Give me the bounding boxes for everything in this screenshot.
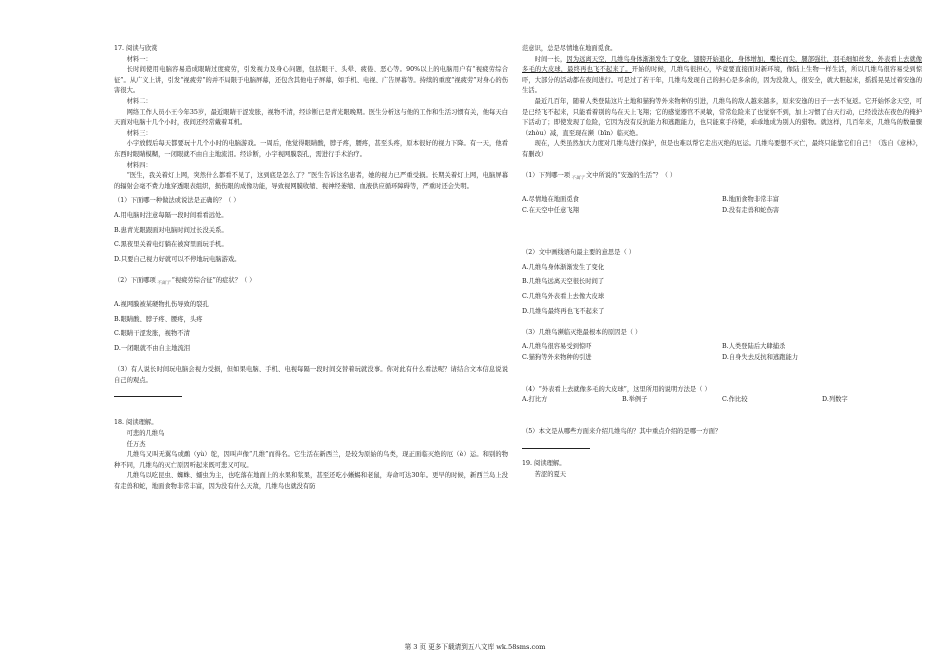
essay-author: 任万杰 <box>126 440 146 448</box>
q18-3-options-row-1 <box>522 342 922 353</box>
essay-p3-rest: 开始的时候，几维鸟很担心，毕竟要直接面对新环境，像陆上生物一样生活，所以几维鸟很容易受到惊吓，大部分的活动都在夜间进行。可是过了若干年，几维鸟发现自己的担心是多余的，因为没敌人，很安全，就大胆起来，摇摇晃晃过着安逸的生活。 <box>522 66 923 95</box>
q18-3-options-row-2 <box>522 353 922 364</box>
q18-4-question: （4）“外表看上去就像多毛的大皮球”，这里所用的说明方法是（ ） <box>522 385 711 393</box>
q17-3-question: （3）有人说长时间玩电脑会视力受损，但如果电脑、手机、电视每隔一段时间交替着玩就没事。你对此有什么看法呢？请结合文本信息说说自己的观点。 <box>114 366 508 384</box>
essay-paragraph-2: 几维鸟以吃昆虫、蜘蛛、蠕虫为主，也吃落在地面上的水果和浆果，甚至还吃小蜥蜴和老鼠，寿命可达30年。更早的时候，新西兰岛上没有走兽和蛇，地面食物非常丰富，因为没有什么天敌，几维鸟也就没有防 <box>114 472 508 490</box>
q18-3-question: （3）几维鸟濒临灭绝最根本的原因是（ ） <box>522 328 642 336</box>
q19-title: 19. 阅读理解。 <box>522 460 566 468</box>
q18-2-option-b[interactable]: B.几维鸟远离天空很长时间了 <box>522 278 605 286</box>
q18-2-option-d[interactable]: D.几维鸟最终再也飞不起来了 <box>522 307 605 315</box>
q18-1-options-row-2 <box>522 206 922 217</box>
q18-1-prefix: （1）下列哪一项 <box>522 172 571 180</box>
q17-2-emphasis-mark: 不属于 <box>156 280 171 286</box>
right-column <box>522 44 922 481</box>
q18-2-option-c[interactable]: C.几维鸟外表看上去像大皮球 <box>522 293 605 301</box>
material-4-label: 材料四： <box>126 161 152 169</box>
q18-title: 18. 阅读理解。 <box>114 419 158 427</box>
q17-2-suffix: “视疲劳综合征”的症状？（ ） <box>171 276 256 284</box>
q17-title: 17. 阅读与欣赏 <box>114 45 158 52</box>
q17-1-option-a[interactable]: A.用电脑时注意每隔一段时间看看远处。 <box>114 211 228 219</box>
q18-4-option-a[interactable]: A.打比方 <box>522 396 548 404</box>
material-4-text: “医生，我关着灯上网，突然什么都看不见了，这到底是怎么了？”医生告诉这名患者，她的视力已严重受损。长期关着灯上网，电脑屏幕的辐射会毫不费力地穿透眼表组织，损伤眼的成像功能，导致视网膜收缩、视神经萎缩、血液供应循环障碍等，严重时还会失明。 <box>114 172 508 190</box>
q17-2-option-a[interactable]: A.视网膜被某硬物扎伤导致的裂孔 <box>114 301 209 309</box>
q18-3-option-c[interactable]: C.猫狗等外来物种的引进 <box>522 354 592 362</box>
q17-2-option-c[interactable]: C.眼睛干涩发胀，视物不清 <box>114 330 190 338</box>
q18-4-option-d[interactable]: D.列数字 <box>822 396 848 404</box>
q18-4-option-c[interactable]: C.作比较 <box>722 396 748 404</box>
q17-2-option-b[interactable]: B.眼睛酸、脖子疼、腰疼，头疼 <box>114 315 203 323</box>
q17-1-question: （1）下面哪一种做法或说法是正确的？（ ） <box>114 197 240 205</box>
q18-1-suffix: 文中所说的“安逸的生活”？（ ） <box>585 172 677 180</box>
material-1-text: 长时间使用电脑容易造成眼睛过度疲劳，引发视力及身心问题，包括眼干、头晕、疲倦、恶心等。90%以上的电脑用户有“视疲劳综合征”。从广义上讲，引发“视疲劳”的并不局限于电脑屏幕，还包含其他电子屏幕，如手机、电视、广告屏幕等。持续的重度“视疲劳”对身心的伤害很大。 <box>114 66 508 95</box>
q19-essay-title: 苦涩的夏天 <box>534 470 567 478</box>
q18-4-option-b[interactable]: B.举例子 <box>622 396 648 404</box>
q18-4-options-row <box>522 395 922 406</box>
q18-1-emphasis-mark: 不属于 <box>571 176 585 182</box>
q17-1-option-c[interactable]: C.黑夜里关着电灯躺在被窝里面玩手机。 <box>114 241 228 249</box>
left-column <box>114 44 508 493</box>
q17-1-option-b[interactable]: B.患青光眼跟面对电脑时间过长没关系。 <box>114 226 228 234</box>
q18-1-option-a[interactable]: A.尽情地在地面觅食 <box>522 196 579 204</box>
q18-3-option-d[interactable]: D.自身失去反抗和逃跑能力 <box>722 354 799 362</box>
q18-3-option-b[interactable]: B.人类登陆后大肆捕杀 <box>722 343 786 351</box>
material-3-label: 材料三： <box>126 129 152 137</box>
q18-5-answer-line[interactable] <box>522 440 590 449</box>
q18-2-question: （2）文中画线语句最主要的意思是（ ） <box>522 249 636 257</box>
essay-title: 可悲的几维鸟 <box>126 430 165 437</box>
essay-paragraph-5: 现在，人类虽然加大力度对几维鸟进行保护，但是也难以帮它走出灭绝的厄运。几维鸟要想不灭亡，最终只能靠它们自己！（选自《意林》，有删改） <box>522 140 922 158</box>
q17-1-option-d[interactable]: D.只要自己视力好就可以不停地玩电脑游戏。 <box>114 255 241 263</box>
essay-paragraph-2-cont: 范意识，总是尽情地在地面觅食。 <box>522 45 617 52</box>
material-2-label: 材料二： <box>126 97 152 105</box>
q18-1-options-row-1 <box>522 195 922 206</box>
q18-3-option-a[interactable]: A.几维鸟很容易受到惊吓 <box>522 343 592 351</box>
q17-3-answer-line[interactable] <box>114 388 182 397</box>
essay-p3-start: 时间一长， <box>534 55 567 63</box>
material-3-text: 小宇放假后每天都要玩十几个小时的电脑游戏。一周后，他觉得眼睛酸，脖子疼，腰疼，甚至头疼，原本很好的视力下降。有一天，他看东西时眼睛模糊，一闭眼就不由自主地流泪。经诊断，小宇视网膜裂孔，需进行手术治疗。 <box>114 140 508 158</box>
q18-2-option-a[interactable]: A.几维鸟身体渐渐发生了变化 <box>522 263 605 271</box>
essay-paragraph-4: 最近几百年，随着人类登陆这片土地和猫狗等外来物种的引进，几维鸟的敌人越来越多，原来安逸的日子一去不复返。它开始怀念天空，可是已经飞不起来，只能看着别的鸟在天上飞翔；它的感觉器官不灵敏，常常危险来了也觉察不到，加上习惯了白天行动，已经没法在夜色的掩护下活动了；即使发现了危险，它因为没有反抗能力和逃跑能力，也只能束手待毙，乖乖地成为别人的猎物。就这样，几百年来，几维鸟的数量骤（zhòu）减，直至现在濒（bīn）临灭绝。 <box>522 97 922 137</box>
q17-2-option-d[interactable]: D.一闭眼就不由自主地流泪 <box>114 344 191 352</box>
material-2-text: 网络工作人员小王今年35岁，最近眼睛干涩发胀，视物不清，经诊断已是青光眼晚期。医生分析这与他的工作和生活习惯有关，他每天白天面对电脑十几个小时，夜间还经常戴着耳机。 <box>114 108 508 127</box>
q18-5-question: （5）本文是从哪些方面来介绍几维鸟的？其中重点介绍的是哪一方面？ <box>522 428 722 436</box>
material-1-label: 材料一： <box>126 55 152 63</box>
underlined-sentence: 因为远离天空，几维鸟身体渐渐发生了变化，翅膀开始退化，身体增加，嘴长而尖，腿部强壮，羽毛细如丝发，外表看上去就像多毛的大皮球，最终再也飞不起来了。 <box>522 55 923 74</box>
q17-2-question <box>114 276 508 290</box>
q18-1-option-d[interactable]: D.没有走兽和蛇伤害 <box>722 206 780 214</box>
q18-1-option-c[interactable]: C.在天空中任意飞翔 <box>522 206 579 214</box>
q18-1-option-b[interactable]: B.地面食物非常丰富 <box>722 196 780 204</box>
q18-1-question <box>522 171 922 185</box>
q17-2-prefix: （2）下面哪项 <box>114 276 156 284</box>
essay-paragraph-1: 几维鸟又叫无翼鸟或鹬（yù）鸵，因叫声像“几维”而得名。它生活在新西兰，是较为原始的鸟类，现正面临灭绝的厄（è）运。和别的物种不同，几维鸟的灭亡原因听起来既可悲又可叹。 <box>114 451 508 469</box>
essay-paragraph-3 <box>522 55 922 97</box>
page-footer: 第 3 页 更多下载请到五八文库 wk.58sms.com <box>404 643 546 651</box>
